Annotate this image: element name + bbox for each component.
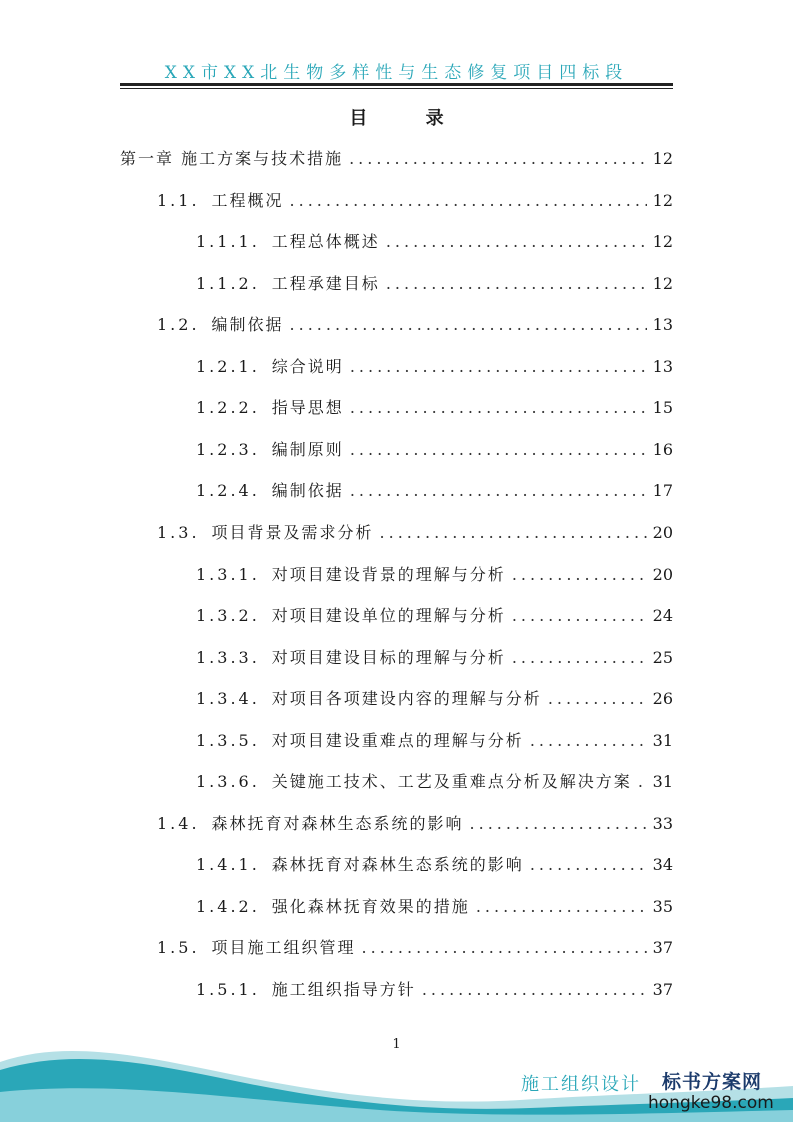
toc-entry-page: 20	[652, 523, 673, 542]
toc-entry-page: 37	[652, 980, 673, 999]
toc-entry-label: 工程概况	[211, 191, 284, 210]
toc-entry-page: 12	[652, 232, 673, 251]
toc-entry-page: 20	[652, 565, 673, 584]
page-number: 1	[392, 1037, 401, 1052]
toc-leader-dots	[350, 479, 647, 503]
toc-entry-number: 1.2.2.	[196, 398, 260, 417]
toc-entry-label: 对项目建设单位的理解与分析	[271, 606, 506, 625]
toc-entry-page: 12	[652, 191, 673, 210]
toc-entry-page: 31	[652, 731, 673, 750]
toc-entry-number: 1.5.1.	[196, 980, 260, 999]
toc-leader-dots	[422, 978, 647, 1002]
toc-leader-dots	[290, 189, 647, 213]
toc-entry-label: 编制原则	[271, 440, 344, 459]
toc-entry-page: 34	[652, 855, 673, 874]
toc-entry-number: 1.3.2.	[196, 606, 260, 625]
toc-entry[interactable]	[196, 272, 673, 296]
toc-leader-dots	[548, 687, 647, 711]
toc-entry[interactable]	[157, 189, 673, 213]
toc-entry-number: 1.3.1.	[196, 565, 260, 584]
toc-leader-dots	[470, 812, 647, 836]
toc-entry[interactable]	[157, 521, 673, 545]
toc-entry-label: 对项目建设目标的理解与分析	[271, 648, 506, 667]
toc-entry[interactable]	[196, 895, 673, 919]
toc-leader-dots	[512, 646, 647, 670]
toc-entry-page: 24	[652, 606, 673, 625]
toc-entry-number: 1.1.1.	[196, 232, 260, 251]
toc-leader-dots	[350, 355, 647, 379]
toc-title: 目 录	[349, 108, 470, 129]
toc-entry[interactable]	[196, 355, 673, 379]
toc-leader-dots	[638, 770, 647, 794]
toc-leader-dots	[476, 895, 647, 919]
toc-leader-dots	[380, 521, 647, 545]
toc-entry-page: 12	[652, 149, 673, 168]
toc-entry-number: 1.3.6.	[196, 772, 260, 791]
toc-entry-number: 1.2.4.	[196, 481, 260, 500]
toc-entry-label: 第一章 施工方案与技术措施	[120, 149, 344, 168]
toc-entry-page: 35	[652, 897, 673, 916]
toc-entry[interactable]	[196, 853, 673, 877]
footer-brand-logo: 标书方案网	[662, 1071, 763, 1093]
toc-entry-label: 强化森林抚育效果的措施	[271, 897, 470, 916]
header-rule-thin	[120, 88, 673, 89]
toc-leader-dots	[349, 147, 647, 171]
toc-entry-page: 26	[652, 689, 673, 708]
toc-leader-dots	[350, 396, 647, 420]
toc-leader-dots	[350, 438, 647, 462]
toc-entry-number: 1.4.	[157, 814, 200, 833]
toc-leader-dots	[512, 563, 647, 587]
toc-entry-label: 编制依据	[271, 481, 344, 500]
toc-entry-page: 13	[652, 357, 673, 376]
toc-entry[interactable]	[157, 313, 673, 337]
toc-entry-label: 指导思想	[271, 398, 344, 417]
toc-entry-page: 12	[652, 274, 673, 293]
toc-entry-number: 1.1.	[157, 191, 200, 210]
toc-entry-number: 1.2.1.	[196, 357, 260, 376]
toc-entry-label: 对项目各项建设内容的理解与分析	[271, 689, 542, 708]
toc-entry-number: 1.3.5.	[196, 731, 260, 750]
toc-entry-page: 15	[652, 398, 673, 417]
toc-entry-label: 森林抚育对森林生态系统的影响	[211, 814, 464, 833]
toc-entry-label: 项目施工组织管理	[211, 938, 356, 957]
toc-entry-label: 对项目建设重难点的理解与分析	[271, 731, 524, 750]
toc-entry-page: 25	[652, 648, 673, 667]
toc-entry-number: 1.4.1.	[196, 855, 260, 874]
header-rule	[120, 83, 673, 86]
toc-leader-dots	[386, 230, 647, 254]
toc-entry-number: 1.1.2.	[196, 274, 260, 293]
toc-entry-number: 1.3.4.	[196, 689, 260, 708]
toc-entry-page: 16	[652, 440, 673, 459]
toc-entry[interactable]	[196, 978, 673, 1002]
toc-entry[interactable]	[196, 230, 673, 254]
footer-site-url: hongke98.com	[648, 1093, 774, 1113]
footer-label: 施工组织设计	[521, 1074, 641, 1095]
toc-entry[interactable]	[196, 479, 673, 503]
toc-entry[interactable]	[196, 770, 673, 794]
toc-entry-page: 13	[652, 315, 673, 334]
toc-entry-page: 17	[652, 481, 673, 500]
toc-entry-label: 编制依据	[211, 315, 284, 334]
toc-entry[interactable]	[120, 147, 673, 171]
toc-entry-page: 37	[652, 938, 673, 957]
toc-entry[interactable]	[157, 936, 673, 960]
toc-entry-page: 33	[652, 814, 673, 833]
toc-entry[interactable]	[196, 563, 673, 587]
toc-entry[interactable]	[196, 729, 673, 753]
toc-entry-number: 1.2.	[157, 315, 200, 334]
toc-entry-label: 施工组织指导方针	[271, 980, 416, 999]
header-title: XX市XX北生物多样性与生态修复项目四标段	[164, 63, 629, 83]
toc-entry[interactable]	[157, 812, 673, 836]
toc-entry-label: 森林抚育对森林生态系统的影响	[271, 855, 524, 874]
toc-entry-number: 1.3.	[157, 523, 200, 542]
toc-leader-dots	[530, 853, 647, 877]
toc-entry-label: 对项目建设背景的理解与分析	[271, 565, 506, 584]
toc-entry[interactable]	[196, 396, 673, 420]
toc-entry-label: 综合说明	[271, 357, 344, 376]
toc-entry[interactable]	[196, 438, 673, 462]
toc-entry-label: 工程承建目标	[271, 274, 380, 293]
toc-entry-number: 1.3.3.	[196, 648, 260, 667]
toc-entry-number: 1.2.3.	[196, 440, 260, 459]
toc-entry[interactable]	[196, 687, 673, 711]
toc-leader-dots	[530, 729, 647, 753]
toc-entry[interactable]	[196, 604, 673, 628]
toc-entry[interactable]	[196, 646, 673, 670]
toc-leader-dots	[386, 272, 647, 296]
toc-entry-page: 31	[652, 772, 673, 791]
toc-entry-number: 1.4.2.	[196, 897, 260, 916]
toc-leader-dots	[362, 936, 647, 960]
toc-leader-dots	[512, 604, 647, 628]
toc-entry-number: 1.5.	[157, 938, 200, 957]
toc-entry-label: 关键施工技术、工艺及重难点分析及解决方案	[271, 772, 632, 791]
toc-entry-label: 项目背景及需求分析	[211, 523, 374, 542]
toc-leader-dots	[290, 313, 647, 337]
toc-entry-label: 工程总体概述	[271, 232, 380, 251]
